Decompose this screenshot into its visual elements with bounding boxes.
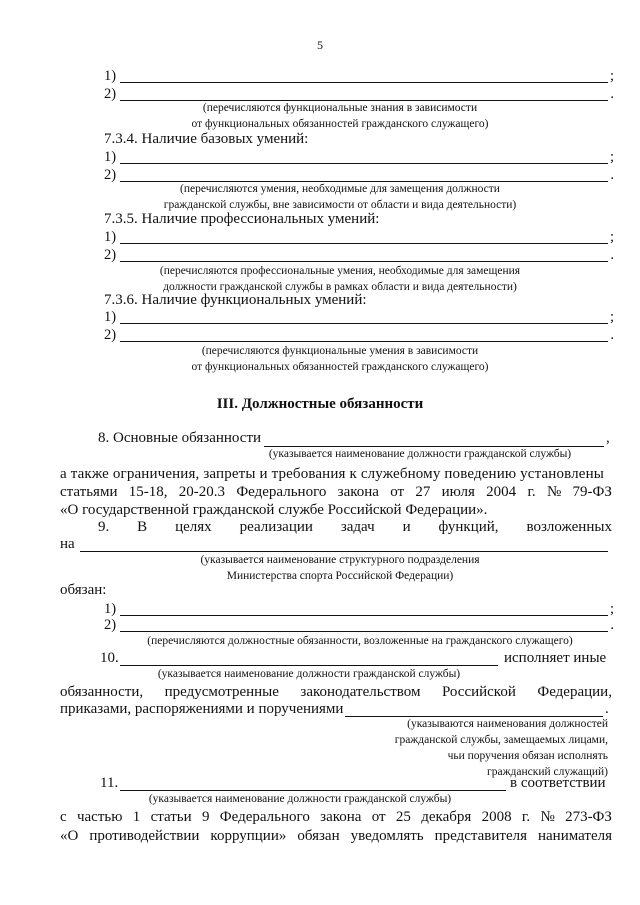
fill-line[interactable]	[120, 82, 608, 83]
paragraph-9: 9. В целях реализации задач и функций, возложенных	[98, 519, 612, 535]
hint-text: (указывается наименование должности гражданской службы)	[148, 793, 452, 805]
paragraph-text: с частью 1 статьи 9 Федерального закона от 25 декабря 2008 г. № 273-ФЗ	[60, 809, 612, 825]
fill-line[interactable]	[120, 323, 608, 324]
list-item: 2) .	[104, 327, 614, 343]
fill-line[interactable]	[120, 631, 608, 632]
paragraph-text: «О противодействии коррупции» обязан уведомлять представителя нанимателя	[60, 828, 612, 844]
hint-text: (указывается наименование должности гражданской службы)	[268, 448, 572, 460]
section-heading: 7.3.4. Наличие базовых умений:	[104, 131, 309, 147]
fill-line[interactable]	[120, 615, 608, 616]
hint-text: (перечисляются функциональные умения в зависимости от функциональных обязанностей гражданского служащего)	[191, 345, 489, 373]
hint-text: (перечисляются функциональные знания в зависимости от функциональных обязанностей гражданского служащего)	[191, 102, 489, 130]
obyazan-label: обязан:	[60, 582, 107, 598]
page-number: 5	[317, 38, 323, 52]
hint-text: (перечисляются профессиональные умения, необходимые для замещения должности гражданской службы в рамках области и вида деятельности)	[159, 265, 521, 293]
list-item: 1) ;	[104, 309, 614, 325]
list-item: 1) ;	[104, 229, 614, 245]
hint-text: (перечисляются должностные обязанности, возложенные на гражданского служащего)	[147, 635, 573, 647]
fill-line[interactable]	[120, 243, 608, 244]
hint-text: (перечисляются умения, необходимые для замещения должности гражданской службы, вне зависимости от области и вида деятельности)	[163, 183, 517, 211]
section-heading: 7.3.6. Наличие функциональных умений:	[104, 292, 367, 308]
list-item: 1) ;	[104, 601, 614, 617]
list-item: 2) .	[104, 86, 614, 102]
list-item: 1) ;	[104, 68, 614, 84]
list-item: 2) .	[104, 167, 614, 183]
fill-line[interactable]	[120, 341, 608, 342]
hint-text: (указывается наименование должности гражданской службы)	[157, 668, 461, 680]
fill-line[interactable]	[120, 163, 608, 164]
paragraph-text: а также ограничения, запреты и требования к служебному поведению установлены	[60, 466, 605, 482]
list-item: 1) ;	[104, 149, 614, 165]
section-title: III. Должностные обязанности	[216, 396, 424, 412]
list-item: 2) .	[104, 247, 614, 263]
section-heading: 7.3.5. Наличие профессиональных умений:	[104, 211, 380, 227]
paragraph-8-lead: 8. Основные обязанности	[98, 430, 262, 446]
paragraph-text: приказами, распоряжениями и поручениями	[60, 701, 344, 717]
fill-line[interactable]	[120, 261, 608, 262]
hint-text: (указывается наименование структурного подразделения Министерства спорта Российской Федерации)	[200, 554, 480, 582]
list-item: 2) .	[104, 617, 614, 633]
paragraph-text: «О государственной гражданской службе Российской Федерации».	[60, 502, 488, 518]
paragraph-text: статьями 15-18, 20-20.3 Федерального закона от 27 июля 2004 г. № 79-ФЗ	[60, 484, 612, 500]
hint-text: (указываются наименования должностей гражданской службы, замещаемых лицами, чьи поручения обязан исполнять гражданский служащий)	[394, 718, 608, 778]
paragraph-text: обязанности, предусмотренные законодательством Российской Федерации,	[60, 684, 612, 700]
